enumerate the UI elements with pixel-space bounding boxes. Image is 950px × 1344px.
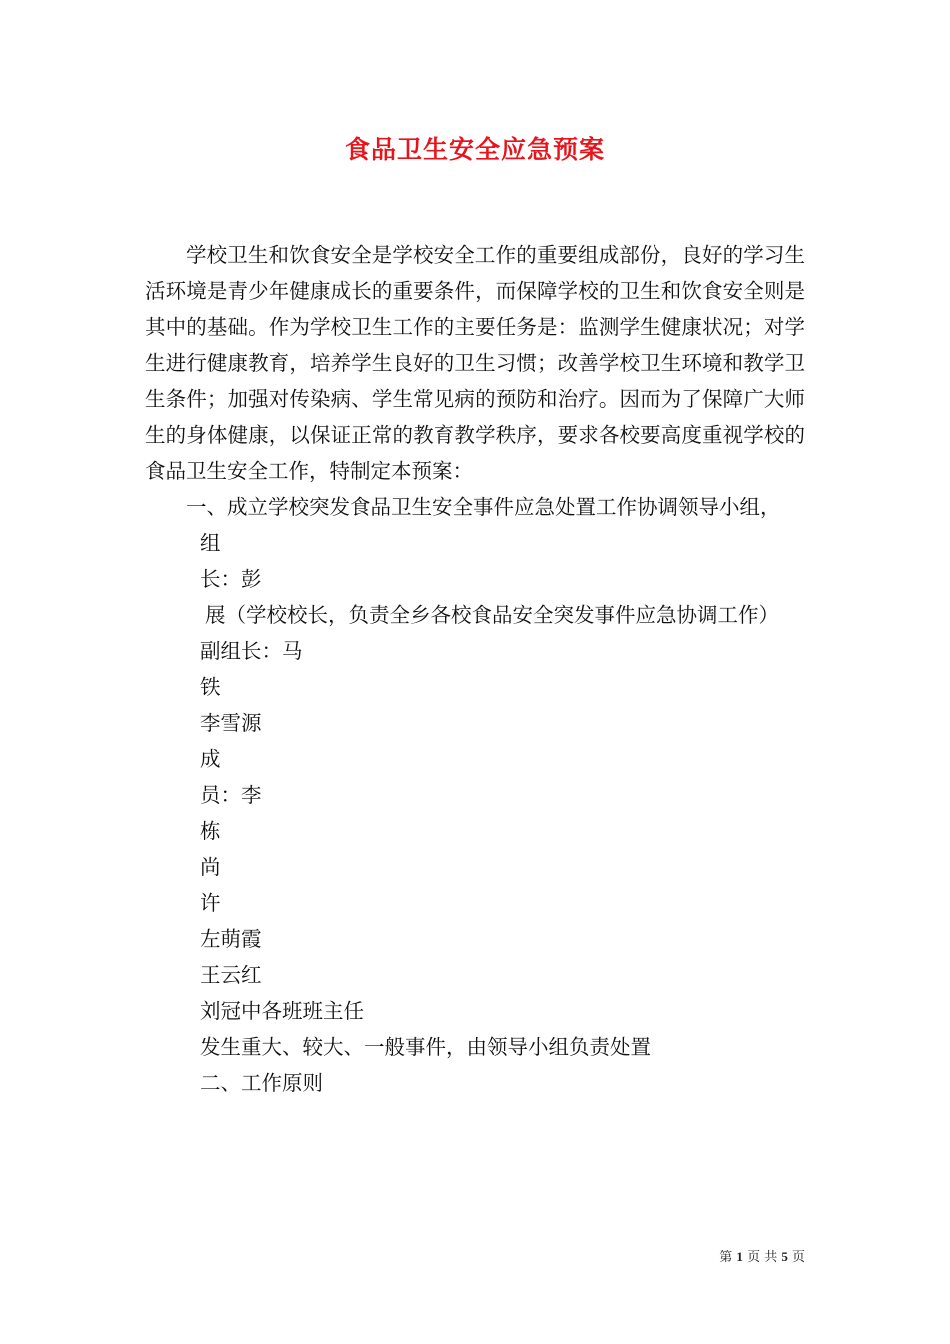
- intro-paragraph: 学校卫生和饮食安全是学校安全工作的重要组成部份，良好的学习生活环境是青少年健康成长的重要条件，而保障学校的卫生和饮食安全则是其中的基础。作为学校卫生工作的主要任务是：监测学生健康状况；对学生进行健康教育，培养学生良好的卫生习惯；改善学校卫生环境和教学卫生条件；加强对传染病、学生常见病的预防和治疗。因而为了保障广大师生的身体健康，以保证正常的教育教学秩序，要求各校要高度重视学校的食品卫生安全工作，特制定本预案：: [145, 243, 805, 483]
- footer-prefix: 第: [719, 1250, 733, 1265]
- body-line: 李雪源: [200, 711, 262, 735]
- document-body: [145, 237, 805, 1101]
- body-line: 王云红: [200, 963, 262, 987]
- body-line: 组: [200, 531, 221, 555]
- body-line: 左萌霞: [200, 927, 262, 951]
- body-line: 成: [200, 747, 221, 771]
- body-line: 铁: [200, 675, 221, 699]
- body-line: 副组长：马: [200, 639, 303, 663]
- body-line: 长：彭: [200, 567, 262, 591]
- footer-current-page: 1: [736, 1249, 743, 1264]
- body-line: 二、工作原则: [200, 1071, 323, 1095]
- body-line: 尚: [200, 855, 221, 879]
- footer-suffix: 页: [791, 1250, 805, 1265]
- body-line: 员：李: [200, 783, 262, 807]
- document-title: 食品卫生安全应急预案: [344, 135, 605, 164]
- body-line: 展（学校校长，负责全乡各校食品安全突发事件应急协调工作）: [205, 603, 779, 627]
- section-1-heading: 一、成立学校突发食品卫生安全事件应急处置工作协调领导小组，: [186, 495, 781, 519]
- body-line: 刘冠中各班班主任: [200, 999, 364, 1023]
- footer-middle: 页 共: [747, 1250, 778, 1265]
- page-footer: [719, 1246, 805, 1265]
- body-line: 许: [200, 891, 221, 915]
- body-line: 发生重大、较大、一般事件，由领导小组负责处置: [200, 1035, 651, 1059]
- body-line: 栋: [200, 819, 221, 843]
- footer-total-pages: 5: [781, 1249, 788, 1264]
